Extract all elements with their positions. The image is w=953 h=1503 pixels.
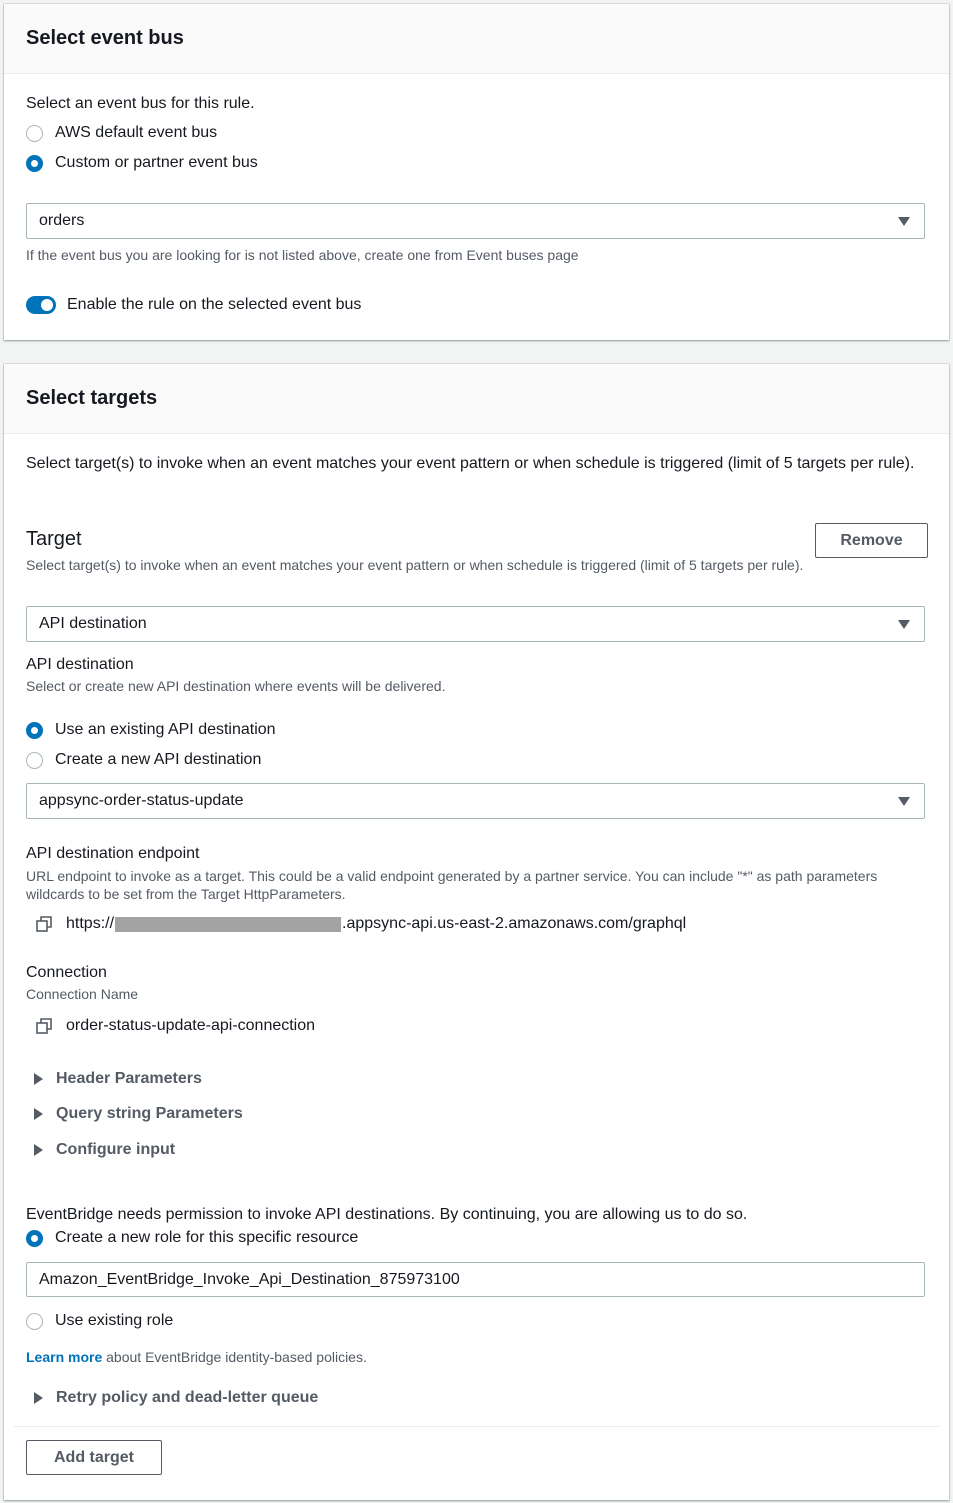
configure-input-expander[interactable] — [34, 1141, 175, 1159]
radio-indicator[interactable] — [26, 125, 43, 142]
radio-label: Use existing role — [55, 1312, 174, 1329]
radio-aws-default-bus[interactable] — [26, 124, 217, 142]
endpoint-copy-row — [36, 915, 686, 933]
endpoint-suffix: .appsync-api.us-east-2.amazonaws.com/graphql — [342, 915, 687, 932]
copy-icon[interactable] — [36, 916, 52, 932]
caret-right-icon — [34, 1073, 43, 1085]
learn-more-line — [26, 1349, 367, 1365]
radio-label: Create a new role for this specific resource — [55, 1229, 359, 1246]
event-bus-select-value: orders — [39, 212, 85, 229]
expander-label: Query string Parameters — [56, 1105, 243, 1122]
caret-right-icon — [34, 1144, 43, 1156]
role-name-value: Amazon_EventBridge_Invoke_Api_Destination_875973100 — [39, 1270, 460, 1288]
learn-more-link[interactable]: Learn more — [26, 1349, 103, 1365]
retry-policy-expander[interactable] — [34, 1389, 318, 1407]
query-string-parameters-expander[interactable] — [34, 1105, 243, 1123]
caret-down-icon — [898, 797, 910, 806]
radio-indicator[interactable] — [26, 1313, 43, 1330]
radio-label: Create a new API destination — [55, 751, 262, 768]
connection-name: order-status-update-api-connection — [66, 1017, 316, 1034]
radio-custom-bus[interactable] — [26, 154, 258, 172]
radio-existing-api-destination[interactable] — [26, 721, 276, 739]
event-bus-hint: If the event bus you are looking for is not listed above, create one from Event buses page — [26, 247, 579, 263]
radio-label: Use an existing API destination — [55, 721, 276, 738]
radio-create-new-role[interactable] — [26, 1229, 358, 1247]
redacted-block — [115, 917, 341, 932]
copy-icon[interactable] — [36, 1018, 52, 1034]
api-destination-select-value: appsync-order-status-update — [39, 792, 244, 809]
caret-right-icon — [34, 1108, 43, 1120]
event-bus-prompt: Select an event bus for this rule. — [26, 95, 255, 112]
radio-label: Custom or partner event bus — [55, 154, 258, 171]
targets-panel-header — [4, 364, 949, 434]
remove-target-button[interactable]: Remove — [815, 523, 928, 558]
learn-more-text: about EventBridge identity-based policies. — [102, 1349, 367, 1365]
enable-rule-toggle[interactable] — [26, 296, 56, 314]
targets-intro: Select target(s) to invoke when an event matches your event pattern or when schedule is triggered (limit of 5 targets per rule). — [26, 455, 915, 472]
enable-rule-label: Enable the rule on the selected event bus — [67, 296, 362, 313]
target-description: Select target(s) to invoke when an event matches your event pattern or when schedule is triggered (limit of 5 targets per rule). — [26, 557, 804, 573]
api-destination-heading: API destination — [26, 656, 134, 673]
expander-label: Header Parameters — [56, 1070, 202, 1087]
endpoint-heading: API destination endpoint — [26, 845, 200, 862]
footer-divider — [14, 1426, 939, 1427]
radio-indicator[interactable] — [26, 722, 43, 739]
connection-copy-row — [36, 1017, 315, 1035]
target-heading: Target — [26, 528, 82, 550]
toggle-knob — [41, 299, 53, 311]
targets-panel-title: Select targets — [26, 387, 158, 409]
expander-label: Configure input — [56, 1141, 176, 1158]
role-name-input[interactable] — [26, 1262, 925, 1297]
targets-panel — [4, 364, 949, 1500]
api-destination-description: Select or create new API destination where events will be delivered. — [26, 678, 446, 694]
radio-label: AWS default event bus — [55, 124, 218, 141]
endpoint-description: URL endpoint to invoke as a target. This could be a valid endpoint generated by a partner service. You can include "*" as path parameters wildcards to be set from the Target HttpParameters. — [26, 868, 878, 902]
api-destination-select[interactable] — [26, 783, 925, 819]
caret-right-icon — [34, 1392, 43, 1404]
radio-new-api-destination[interactable] — [26, 751, 261, 769]
endpoint-prefix: https:// — [66, 915, 115, 932]
radio-indicator[interactable] — [26, 1230, 43, 1247]
event-bus-select[interactable] — [26, 203, 925, 239]
target-type-value: API destination — [39, 615, 147, 632]
connection-subheading: Connection Name — [26, 986, 139, 1002]
target-type-select[interactable] — [26, 606, 925, 642]
caret-down-icon — [898, 217, 910, 226]
connection-heading: Connection — [26, 964, 107, 981]
event-bus-panel-header — [4, 4, 949, 74]
radio-use-existing-role[interactable] — [26, 1312, 173, 1330]
add-target-button[interactable]: Add target — [26, 1440, 162, 1475]
event-bus-panel-title: Select event bus — [26, 27, 184, 49]
header-parameters-expander[interactable] — [34, 1070, 202, 1088]
radio-indicator[interactable] — [26, 155, 43, 172]
expander-label: Retry policy and dead-letter queue — [56, 1389, 319, 1406]
caret-down-icon — [898, 620, 910, 629]
event-bus-panel — [4, 4, 949, 340]
radio-indicator[interactable] — [26, 752, 43, 769]
permission-text: EventBridge needs permission to invoke API destinations. By continuing, you are allowing us to do so. — [26, 1206, 748, 1223]
